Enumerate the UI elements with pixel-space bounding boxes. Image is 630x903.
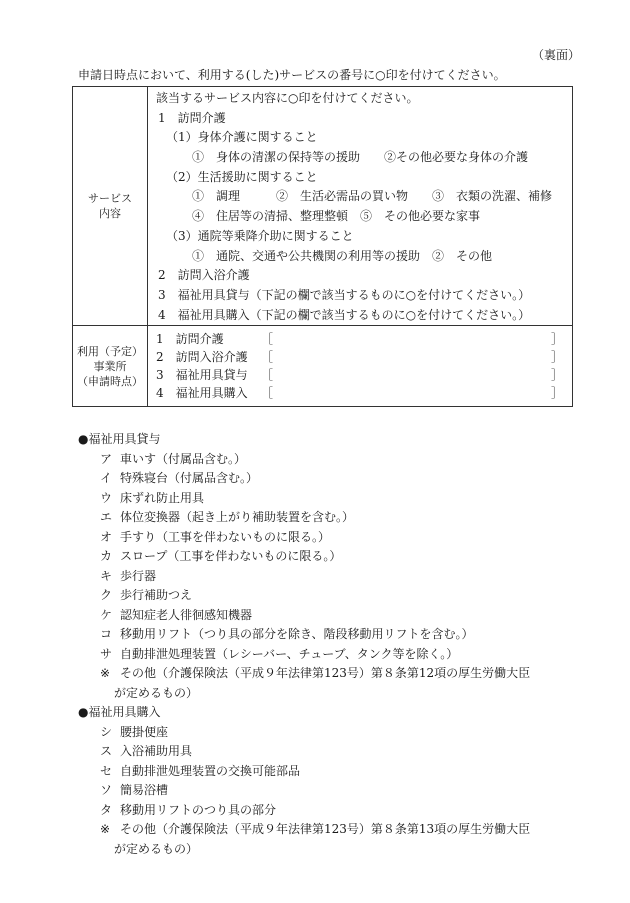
intro-text: 申請日時点において、利用する(した)サービスの番号に○印を付けてください。	[78, 68, 506, 82]
offices-content-cell	[148, 326, 573, 407]
purchase-heading: ●福祉用具購入	[78, 705, 161, 719]
purchase-item	[78, 723, 198, 743]
item-text: 手すり（工事を伴わないものに限る。）	[120, 529, 331, 544]
item-mark: ケ	[100, 607, 113, 622]
item-mark: シ	[100, 724, 113, 739]
office-name: 1 訪問介護	[156, 332, 224, 347]
purchase-item	[78, 742, 198, 762]
item-mark: ア	[100, 451, 113, 466]
service-option-line[interactable]: ① 通院、交通や公共機関の利用等の援助 ② その他	[192, 248, 493, 263]
offices-label-cell	[73, 326, 148, 407]
item-text: 簡易浴槽	[120, 783, 169, 797]
office-row[interactable]	[156, 330, 572, 348]
offices-row	[73, 326, 573, 407]
office-bracket-close: ］	[551, 368, 564, 383]
item-mark: エ	[100, 510, 113, 524]
purchase-item	[78, 762, 301, 782]
office-bracket-open: ［	[261, 386, 274, 401]
service-option-line[interactable]: ④ 住居等の清掃、整理整頓 ⑤ その他必要な家事	[192, 209, 481, 224]
service-sub-living-support: （2）生活援助に関すること	[166, 169, 318, 184]
item-mark: ※	[100, 822, 111, 836]
rental-item	[78, 450, 247, 470]
item-text: 歩行器	[120, 568, 157, 583]
item-mark: ソ	[100, 783, 113, 797]
service-item-home-care[interactable]: 1 訪問介護	[158, 110, 226, 125]
item-text-continuation: が定めるもの）	[114, 841, 199, 856]
item-text: 歩行補助つえ	[120, 588, 193, 602]
service-item-bathing[interactable]: 2 訪問入浴介護	[158, 268, 250, 283]
office-bracket-open: ［	[261, 332, 274, 347]
rental-item	[78, 547, 342, 567]
purchase-item	[78, 820, 531, 840]
equipment-lists	[78, 430, 531, 859]
item-text: 認知症老人徘徊感知機器	[120, 607, 253, 622]
purchase-item	[78, 781, 198, 801]
offices-label-line: 事業所	[93, 359, 127, 373]
item-text: 車いす（付属品含む。）	[120, 451, 247, 466]
service-label-cell	[73, 87, 148, 326]
service-row	[73, 87, 573, 326]
rental-item	[78, 625, 474, 645]
office-row[interactable]	[156, 348, 572, 366]
offices-label-line: （申請時点）	[77, 374, 143, 388]
rental-item-wrap	[78, 684, 198, 704]
service-option-line[interactable]: ① 調理 ② 生活必需品の買い物 ③ 衣類の洗濯、補修	[192, 189, 553, 204]
purchase-item-wrap	[78, 840, 198, 860]
item-mark: オ	[100, 529, 113, 544]
rental-item	[78, 586, 198, 606]
rental-item	[78, 489, 205, 509]
service-sub-physical-care: （1）身体介護に関すること	[166, 130, 318, 145]
item-text: 自動排泄処理装置（レシーバー、チューブ、タンク等を除く。）	[120, 646, 459, 661]
item-text: 自動排泄処理装置の交換可能部品	[120, 763, 301, 778]
offices-label-line: 利用（予定）	[77, 344, 143, 358]
item-mark: キ	[100, 568, 113, 583]
rental-item	[78, 469, 259, 489]
service-option-line[interactable]: ① 身体の清潔の保持等の援助 ②その他必要な身体の介護	[192, 150, 529, 165]
item-mark: ウ	[100, 490, 113, 505]
item-mark: ※	[100, 666, 111, 680]
service-sub-transport: （3）通院等乗降介助に関すること	[166, 228, 354, 243]
item-text: 床ずれ防止用具	[120, 490, 205, 505]
item-text: 特殊寝台（付属品含む。）	[120, 471, 259, 485]
rental-item	[78, 508, 355, 528]
item-text-continuation: が定めるもの）	[114, 685, 199, 700]
office-row[interactable]	[156, 366, 572, 384]
item-text: 体位変換器（起き上がり補助装置を含む。）	[120, 510, 355, 524]
item-text: 移動用リフトのつり具の部分	[120, 802, 277, 817]
office-bracket-open: ［	[261, 368, 274, 383]
item-mark: セ	[100, 763, 113, 778]
office-bracket-close: ］	[551, 350, 564, 365]
purchase-item	[78, 801, 277, 821]
back-side-label: （裏面）	[531, 48, 580, 62]
office-bracket-open: ［	[261, 350, 274, 365]
item-mark: イ	[100, 471, 113, 485]
item-text: その他（介護保険法（平成９年法律第123号）第８条第12項の厚生労働大臣	[120, 666, 531, 680]
office-name: 3 福祉用具貸与	[156, 368, 248, 383]
item-text: その他（介護保険法（平成９年法律第123号）第８条第13項の厚生労働大臣	[120, 822, 531, 836]
item-text: スロープ（工事を伴わないものに限る。）	[120, 549, 342, 563]
rental-heading: ●福祉用具貸与	[78, 432, 161, 446]
office-row[interactable]	[156, 384, 572, 402]
rental-item	[78, 567, 198, 587]
item-mark: サ	[100, 646, 113, 661]
item-mark: コ	[100, 627, 113, 641]
item-text: 腰掛便座	[120, 724, 169, 739]
item-mark: ス	[100, 744, 113, 758]
service-item-rental[interactable]: 3 福祉用具貸与（下記の欄で該当するものに○を付けてください。）	[158, 287, 531, 302]
item-text: 入浴補助用具	[120, 744, 193, 758]
office-bracket-close: ］	[551, 386, 564, 401]
office-bracket-close: ］	[551, 332, 564, 347]
item-mark: ク	[100, 588, 113, 602]
rental-item	[78, 606, 253, 626]
office-name: 2 訪問入浴介護	[156, 350, 248, 365]
service-content-cell[interactable]	[148, 87, 573, 326]
office-name: 4 福祉用具購入	[156, 386, 248, 401]
service-instruction: 該当するサービス内容に○印を付けてください。	[156, 91, 419, 105]
item-mark: タ	[100, 802, 113, 817]
item-mark: カ	[100, 549, 113, 563]
rental-item	[78, 528, 331, 548]
rental-item	[78, 664, 531, 684]
service-label-line: 内容	[99, 207, 121, 221]
item-text: 移動用リフト（つり具の部分を除き、階段移動用リフトを含む。）	[120, 627, 474, 641]
service-label-line: サービス	[88, 192, 132, 206]
service-form-table	[72, 86, 573, 407]
rental-item	[78, 645, 459, 665]
service-item-purchase[interactable]: 4 福祉用具購入（下記の欄で該当するものに○を付けてください。）	[158, 307, 531, 322]
